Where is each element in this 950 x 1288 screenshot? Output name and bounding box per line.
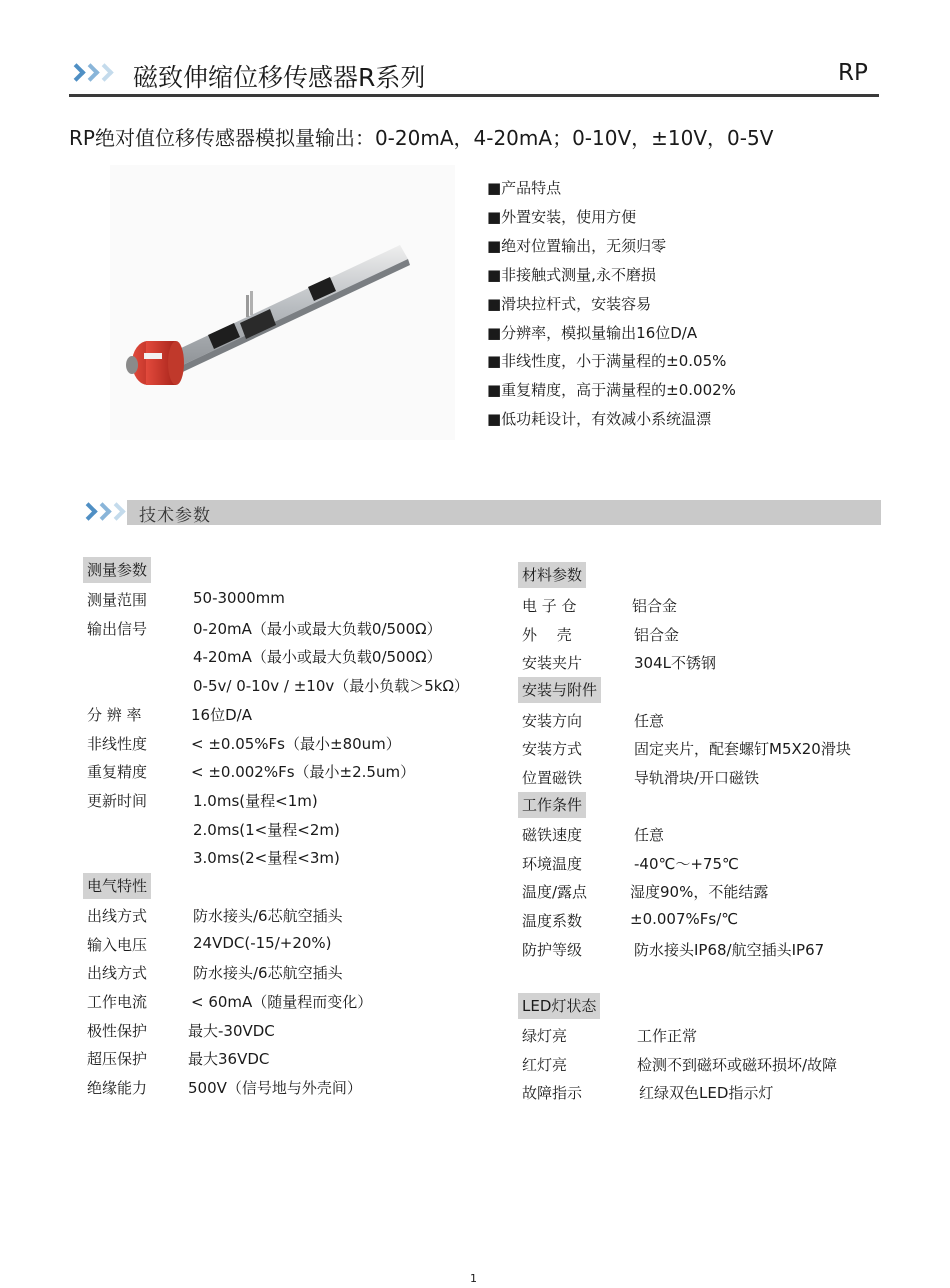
spec-value: 500V（信号地与外壳间） bbox=[188, 1079, 362, 1097]
spec-value: 红绿双色LED指示灯 bbox=[639, 1084, 774, 1102]
spec-label: 环境温度 bbox=[522, 855, 583, 873]
feature-item: ■滑块拉杆式，安装容易 bbox=[487, 295, 652, 313]
product-image bbox=[110, 165, 455, 440]
page-title: 磁致伸缩位移传感器R系列 bbox=[133, 63, 426, 92]
spec-label: 分 辨 率 bbox=[87, 706, 142, 724]
spec-label: 重复精度 bbox=[87, 763, 148, 781]
series-code: RP bbox=[838, 60, 868, 86]
spec-label: 出线方式 bbox=[87, 964, 148, 982]
group-heading-electrical: 电气特性 bbox=[83, 873, 151, 899]
spec-value: 0-20mA（最小或最大负载0/500Ω） bbox=[193, 620, 442, 638]
spec-value: 最大-30VDC bbox=[188, 1022, 275, 1040]
spec-label: 绿灯亮 bbox=[522, 1027, 568, 1045]
spec-label: 安装方向 bbox=[522, 712, 583, 730]
spec-value: 防水接头/6芯航空插头 bbox=[193, 964, 343, 982]
spec-label: 安装夹片 bbox=[522, 654, 583, 672]
features-heading: ■产品特点 bbox=[487, 179, 562, 197]
group-heading-material: 材料参数 bbox=[518, 562, 586, 588]
feature-item: ■重复精度，高于满量程的±0.002% bbox=[487, 381, 736, 399]
page-number: 1 bbox=[470, 1272, 477, 1285]
spec-label: 安装方式 bbox=[522, 740, 583, 758]
spec-value: 检测不到磁环或磁环损坏/故障 bbox=[637, 1056, 838, 1074]
spec-value: 1.0ms(量程<1m) bbox=[193, 792, 318, 810]
spec-label: 极性保护 bbox=[87, 1022, 148, 1040]
spec-label: 测量范围 bbox=[87, 591, 148, 609]
spec-label: 更新时间 bbox=[87, 792, 148, 810]
group-heading-led: LED灯状态 bbox=[518, 993, 600, 1019]
spec-value: 24VDC(-15/+20%) bbox=[193, 934, 332, 952]
spec-value: 防水接头IP68/航空插头IP67 bbox=[634, 941, 825, 959]
spec-label: 输出信号 bbox=[87, 620, 148, 638]
spec-value: < 60mA（随量程而变化） bbox=[191, 993, 373, 1011]
spec-label: 工作电流 bbox=[87, 993, 148, 1011]
spec-value: 铝合金 bbox=[632, 597, 678, 615]
feature-item: ■分辨率，模拟量输出16位D/A bbox=[487, 324, 698, 342]
section-title: 技术参数 bbox=[139, 506, 211, 526]
section-bar bbox=[127, 500, 881, 525]
spec-value: 湿度90%，不能结露 bbox=[630, 883, 769, 901]
spec-label: 位置磁铁 bbox=[522, 769, 583, 787]
spec-label: 电 子 仓 bbox=[522, 597, 577, 615]
spec-value: 3.0ms(2<量程<3m) bbox=[193, 849, 340, 867]
feature-item: ■低功耗设计，有效减小系统温漂 bbox=[487, 410, 712, 428]
header-divider bbox=[69, 94, 879, 97]
spec-label: 出线方式 bbox=[87, 907, 148, 925]
spec-label: 输入电压 bbox=[87, 936, 148, 954]
section-chevron-icon bbox=[82, 505, 124, 518]
spec-value: ±0.007%Fs/℃ bbox=[630, 910, 739, 928]
spec-label: 磁铁速度 bbox=[522, 826, 583, 844]
spec-value: 0-5v/ 0-10v / ±10v（最小负载＞5kΩ） bbox=[193, 677, 469, 695]
spec-value: 铝合金 bbox=[634, 626, 680, 644]
spec-value: 防水接头/6芯航空插头 bbox=[193, 907, 343, 925]
spec-value: 304L不锈钢 bbox=[634, 654, 716, 672]
spec-value: 4-20mA（最小或最大负载0/500Ω） bbox=[193, 648, 442, 666]
spec-value: 50-3000mm bbox=[193, 589, 285, 607]
spec-value: 固定夹片，配套螺钉M5X20滑块 bbox=[634, 740, 851, 758]
spec-value: 任意 bbox=[634, 712, 665, 730]
spec-value: < ±0.002%Fs（最小±2.5um） bbox=[191, 763, 416, 781]
spec-value: 导轨滑块/开口磁铁 bbox=[634, 769, 760, 787]
group-heading-conditions: 工作条件 bbox=[518, 792, 586, 818]
page-subtitle: RP绝对值位移传感器模拟量输出：0-20mA，4-20mA；0-10V，±10V，0-5V bbox=[69, 126, 774, 150]
feature-item: ■非线性度，小于满量程的±0.05% bbox=[487, 352, 727, 370]
feature-item: ■绝对位置输出，无须归零 bbox=[487, 237, 667, 255]
group-heading-measure: 测量参数 bbox=[83, 557, 151, 583]
spec-label: 温度系数 bbox=[522, 912, 583, 930]
spec-label: 非线性度 bbox=[87, 735, 148, 753]
spec-label: 防护等级 bbox=[522, 941, 583, 959]
header-chevron-icon bbox=[70, 66, 112, 79]
spec-value: < ±0.05%Fs（最小±80um） bbox=[191, 735, 401, 753]
spec-value: 16位D/A bbox=[191, 706, 252, 724]
spec-value: -40℃～+75℃ bbox=[634, 855, 739, 873]
spec-value: 2.0ms(1<量程<2m) bbox=[193, 821, 340, 839]
group-heading-installation: 安装与附件 bbox=[518, 677, 601, 703]
spec-label: 绝缘能力 bbox=[87, 1079, 148, 1097]
feature-item: ■非接触式测量,永不磨损 bbox=[487, 266, 656, 284]
spec-label: 温度/露点 bbox=[522, 883, 588, 901]
spec-label: 超压保护 bbox=[87, 1050, 148, 1068]
spec-label: 外 壳 bbox=[522, 626, 572, 644]
feature-item: ■外置安装，使用方便 bbox=[487, 208, 637, 226]
spec-value: 任意 bbox=[634, 826, 665, 844]
spec-value: 工作正常 bbox=[637, 1027, 698, 1045]
spec-value: 最大36VDC bbox=[188, 1050, 270, 1068]
spec-label: 故障指示 bbox=[522, 1084, 583, 1102]
spec-label: 红灯亮 bbox=[522, 1056, 568, 1074]
